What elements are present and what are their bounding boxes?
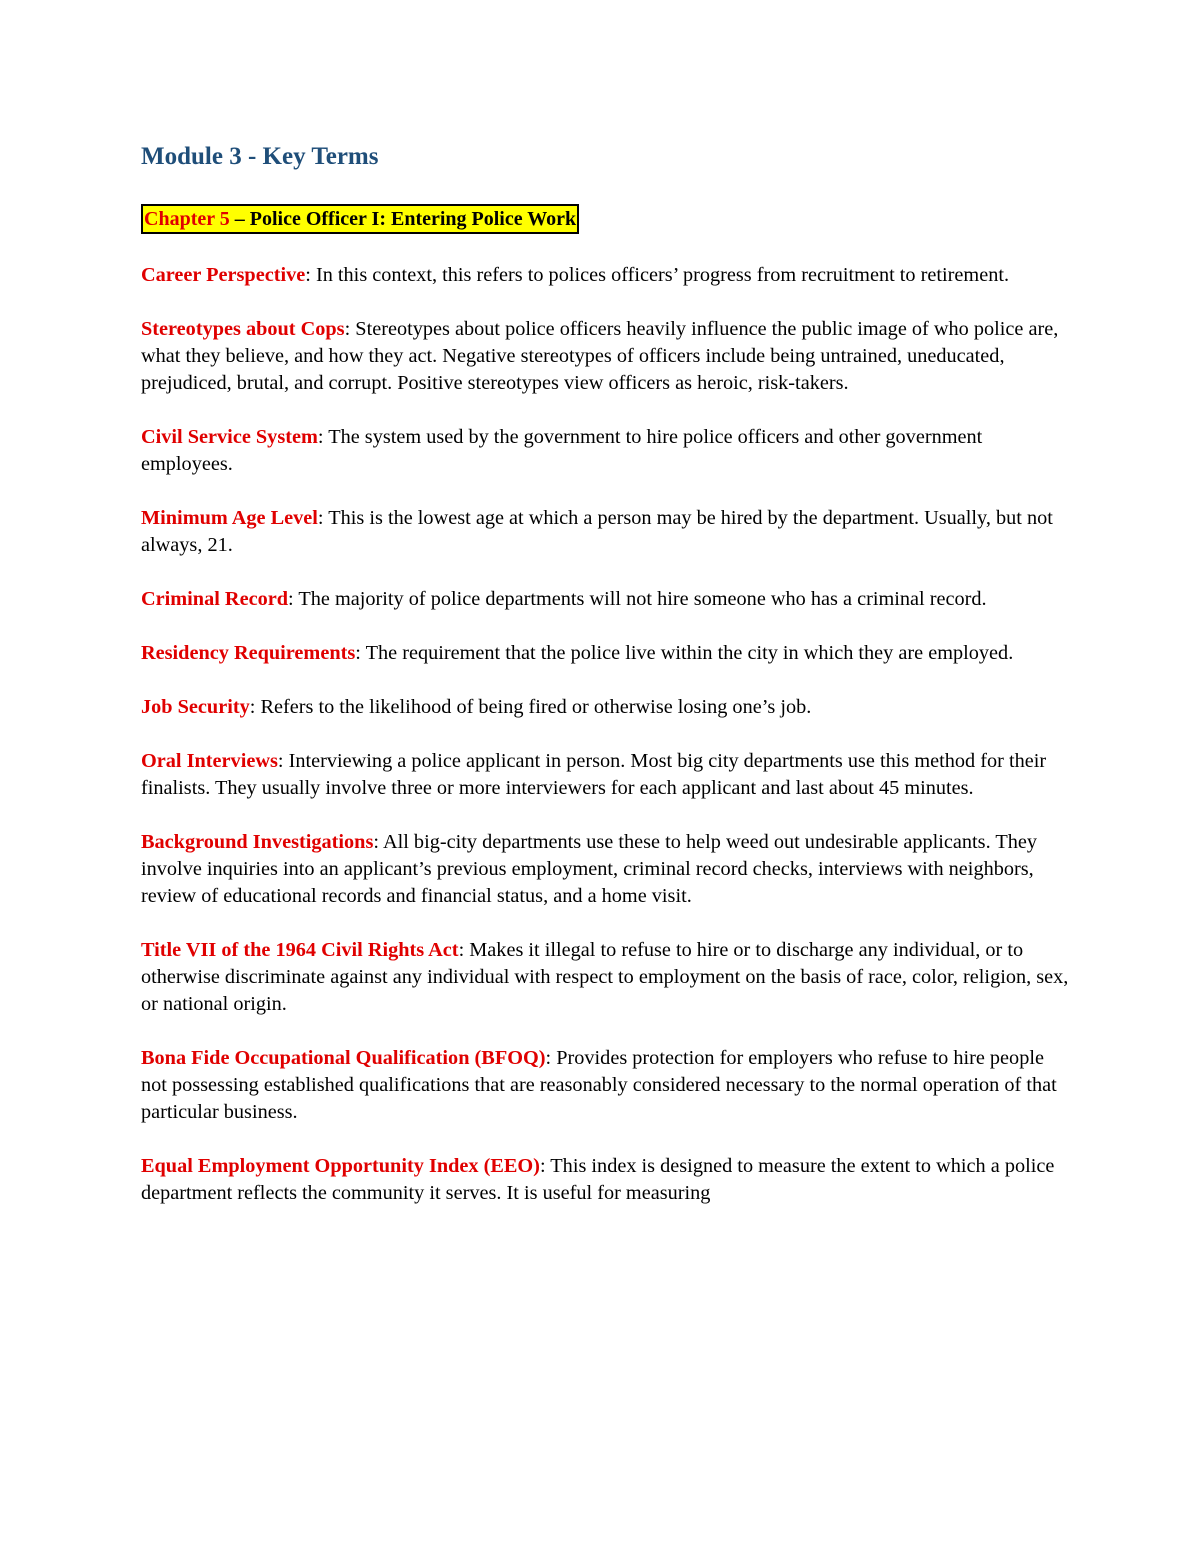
term-name: Bona Fide Occupational Qualification (BFOQ) — [141, 1047, 546, 1069]
term-entry — [141, 694, 1071, 721]
document-page — [141, 140, 1071, 1234]
term-name: Residency Requirements — [141, 642, 356, 664]
term-entry — [141, 505, 1071, 559]
term-definition: : This is the lowest age at which a person may be hired by the department. Usually, but not always, 21. — [141, 507, 1053, 556]
chapter-heading — [141, 204, 579, 234]
term-name: Civil Service System — [141, 426, 318, 448]
term-entry — [141, 829, 1071, 910]
term-entry — [141, 316, 1071, 397]
term-definition: : This index is designed to measure the extent to which a police department reflects the community it serves. It is useful for measuring — [141, 1155, 1055, 1204]
term-name: Career Perspective — [141, 264, 306, 286]
term-definition: : Interviewing a police applicant in person. Most big city departments use this method for their finalists. They usually involve three or more interviewers for each applicant and last about 45 minutes. — [141, 750, 1047, 799]
term-name: Background Investigations — [141, 831, 374, 853]
term-entry — [141, 1045, 1071, 1126]
term-name: Oral Interviews — [141, 750, 278, 772]
term-definition: : All big-city departments use these to help weed out undesirable applicants. They involve inquiries into an applicant’s previous employment, criminal record checks, interviews with neighbors, review of educational records and financial status, and a home visit. — [141, 831, 1038, 907]
chapter-dash: – — [229, 208, 250, 230]
term-entry — [141, 640, 1071, 667]
term-entry — [141, 748, 1071, 802]
chapter-title: Police Officer I: Entering Police Work — [249, 208, 577, 230]
term-name: Equal Employment Opportunity Index (EEO) — [141, 1155, 540, 1177]
term-definition: : Refers to the likelihood of being fired or otherwise losing one’s job. — [249, 696, 812, 718]
term-definition: : The majority of police departments will not hire someone who has a criminal record. — [288, 588, 987, 610]
term-name: Minimum Age Level — [141, 507, 318, 529]
term-definition: : Provides protection for employers who refuse to hire people not possessing established qualifications that are reasonably considered necessary to the normal operation of that particular business. — [141, 1047, 1057, 1123]
term-entry — [141, 586, 1071, 613]
term-name: Criminal Record — [141, 588, 289, 610]
term-name: Title VII of the 1964 Civil Rights Act — [141, 939, 459, 961]
term-definition: : Makes it illegal to refuse to hire or to discharge any individual, or to otherwise discriminate against any individual with respect to employment on the basis of race, color, religion, sex, or national origin. — [141, 939, 1069, 1015]
term-definition: : The system used by the government to hire police officers and other government employees. — [141, 426, 983, 475]
term-name: Job Security — [141, 696, 250, 718]
term-definition: : The requirement that the police live within the city in which they are employed. — [355, 642, 1014, 664]
term-name: Stereotypes about Cops — [141, 318, 345, 340]
page-title: Module 3 - Key Terms — [141, 143, 379, 170]
term-definition: : Stereotypes about police officers heavily influence the public image of who police are, what they believe, and how they act. Negative stereotypes of officers include being untrained, uneducated, prejudiced, brutal, and corrupt. Positive stereotypes view officers as heroic, risk-takers. — [141, 318, 1059, 394]
term-entry — [141, 424, 1071, 478]
chapter-number: Chapter 5 — [144, 208, 230, 230]
term-entry — [141, 937, 1071, 1018]
term-definition: : In this context, this refers to polices officers’ progress from recruitment to retirement. — [305, 264, 1010, 286]
term-entry — [141, 1153, 1071, 1207]
term-entry — [141, 262, 1071, 289]
